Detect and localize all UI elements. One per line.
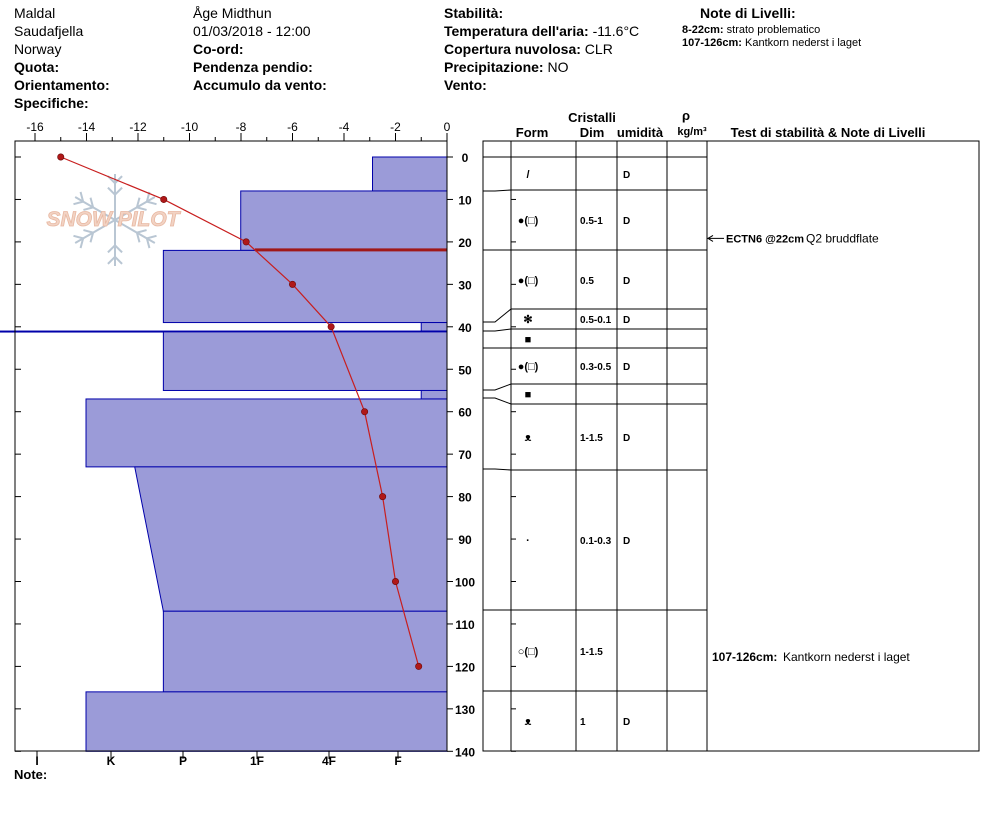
temperature-point [361, 409, 367, 415]
rho-unit-header: kg/m³ [677, 126, 707, 138]
flake-branch [147, 236, 157, 239]
temp-value: -11.6°C [592, 23, 640, 39]
flake-branch [115, 257, 122, 264]
layer-form: ●(□) [517, 275, 539, 287]
depth-tick-label: 10 [458, 193, 472, 208]
depth-tick-label: 30 [458, 278, 472, 293]
flake-branch [115, 245, 122, 252]
depth-tick-label: 20 [458, 235, 472, 250]
observer-name: Åge Midthun [193, 5, 272, 21]
hardness-tick-label: 4F [321, 754, 337, 768]
depth-connector [483, 469, 511, 470]
layer-dim: 0.5-1 [580, 216, 603, 227]
snowpilot-logo [47, 174, 182, 266]
copertura-label: Copertura nuvolosa: [444, 41, 581, 57]
temp-tick-label: -2 [390, 120, 401, 134]
copertura-value: CLR [584, 41, 613, 57]
hardness-bar [163, 250, 447, 322]
depth-connector [483, 329, 511, 331]
hardness-bar [86, 692, 447, 751]
temp-tick-label: -12 [129, 120, 147, 134]
depth-tick-label: 130 [454, 702, 476, 717]
layer-form: ●(□) [517, 215, 539, 227]
note1-range: 8-22cm: [682, 24, 724, 36]
temp-tick-label: -6 [287, 120, 298, 134]
precip-value: NO [547, 59, 569, 75]
temp-tick-label: -10 [180, 120, 199, 134]
form-header: Form [515, 125, 549, 140]
depth-tick-label: 0 [461, 151, 469, 165]
hardness-axis [35, 751, 401, 768]
hardness-bar [421, 323, 447, 331]
layer-moisture: D [623, 315, 631, 326]
layer-moisture: D [623, 170, 631, 181]
flake-branch [147, 202, 157, 205]
hardness-bar [421, 390, 447, 398]
hardness-tick-label: K [106, 754, 116, 768]
layer-moisture: D [623, 362, 631, 373]
layer-moisture: D [623, 216, 631, 227]
hardness-bar [86, 399, 447, 467]
layer-dim: 0.3-0.5 [580, 362, 612, 373]
temperature-point [243, 239, 249, 245]
logo-text: SNOW PILOT [46, 208, 180, 231]
hardness-bar [373, 157, 447, 191]
test-notes-header: Test di stabilità & Note di Livelli [730, 125, 926, 140]
layer-form: ✻ [523, 314, 533, 326]
note-livelli-label: Note di Livelli: [700, 5, 796, 21]
hardness-bar [163, 332, 447, 391]
depth-tick-label: 70 [458, 448, 472, 463]
depth-tick-label: 80 [458, 490, 472, 505]
flake-branch [108, 257, 115, 264]
note2-range: 107-126cm: [682, 37, 742, 49]
coord-label: Co-ord: [193, 41, 244, 57]
depth-tick-label: 110 [455, 617, 475, 632]
note2-text: Kantkorn nederst i laget [745, 37, 862, 49]
layer-dim: 1-1.5 [580, 433, 603, 444]
note1-text: strato problematico [726, 24, 821, 36]
flake-branch [108, 245, 115, 252]
temperature-point [392, 578, 398, 584]
temperature-point [161, 196, 167, 202]
country-name: Norway [14, 41, 62, 57]
layer-moisture: D [623, 276, 631, 287]
hardness-tick-label: P [178, 754, 188, 768]
depth-tick-label: 90 [458, 533, 472, 548]
hardness-profile [0, 157, 447, 751]
temperature-point [379, 493, 385, 499]
temperature-point [415, 663, 421, 669]
hardness-bar [241, 191, 447, 250]
flake-branch [73, 236, 83, 239]
test-note: Q2 bruddflate [806, 231, 879, 246]
depth-tick-label: 120 [454, 660, 476, 675]
temperature-axis [26, 120, 450, 141]
layer-table [483, 141, 979, 751]
hardness-bar [135, 467, 447, 611]
temp-tick-label: -8 [235, 120, 247, 134]
depth-tick-label: 140 [454, 745, 476, 760]
hardness-tick-label: I [35, 754, 39, 768]
temperature-point [328, 324, 334, 330]
observation-datetime: 01/03/2018 - 12:00 [193, 23, 311, 39]
layer-dim: 0.1-0.3 [580, 536, 612, 547]
precip-label: Precipitazione: [444, 59, 544, 75]
flake-branch [115, 188, 122, 195]
layer-dim: 1-1.5 [580, 647, 603, 658]
hardness-bar [163, 611, 447, 692]
depth-tick-label: 40 [458, 320, 472, 335]
depth-connector [483, 384, 511, 390]
accumulo-label: Accumulo da vento: [193, 77, 327, 93]
depth-connector [483, 398, 511, 404]
layer-moisture: D [623, 433, 631, 444]
layer-form: ○(□) [517, 646, 539, 658]
quota-label: Quota: [14, 59, 60, 75]
depth-tick-label: 100 [454, 575, 476, 590]
umidita-header: umidità [616, 125, 664, 140]
critical-layer-line [255, 248, 447, 251]
vento-label: Vento: [444, 77, 487, 93]
layer-form: / [526, 169, 530, 181]
layer-form: ■ [524, 334, 532, 346]
layer-dim: 0.5 [580, 276, 594, 287]
layer-dim: 0.5-0.1 [580, 315, 612, 326]
area-name: Saudafjella [14, 23, 84, 39]
location-name: Maldal [14, 5, 56, 21]
flake-branch [108, 188, 115, 195]
layer-form: · [526, 535, 530, 547]
layer-form: ●(□) [517, 361, 539, 373]
hardness-tick-label: F [394, 754, 402, 768]
layer-form: ■ [524, 389, 532, 401]
layer-note-text: Kantkorn nederst i laget [783, 650, 910, 664]
temperature-point [289, 281, 295, 287]
test-code: ECTN6 @22cm [726, 233, 804, 246]
note-label: Note: [14, 767, 48, 782]
rho-header: ρ [681, 108, 691, 123]
temp-tick-label: -14 [77, 120, 96, 134]
layer-dim: 1 [580, 717, 586, 728]
temp-tick-label: 0 [443, 120, 451, 134]
depth-connector [483, 309, 511, 322]
depth-tick-label: 50 [458, 363, 472, 378]
depth-connector [483, 190, 511, 191]
temp-tick-label: -16 [26, 120, 44, 134]
depth-tick-label: 60 [458, 405, 472, 420]
orientamento-label: Orientamento: [14, 77, 110, 93]
flake-branch [73, 202, 83, 205]
layer-moisture: D [623, 536, 631, 547]
layer-form: ᴥ [524, 716, 532, 728]
temp-tick-label: -4 [338, 120, 350, 134]
layer-form: ᴥ [524, 432, 532, 444]
pendenza-label: Pendenza pendio: [193, 59, 313, 75]
temp-label: Temperatura dell'aria: [444, 23, 589, 39]
dim-header: Dim [579, 125, 605, 140]
layer-moisture: D [623, 717, 631, 728]
layer-note-range: 107-126cm: [712, 650, 778, 664]
hardness-tick-label: 1F [249, 754, 265, 768]
temperature-point [58, 154, 64, 160]
stabilita-label: Stabilità: [444, 5, 504, 21]
specifiche-label: Specifiche: [14, 95, 89, 111]
cristalli-header: Cristalli [568, 110, 616, 125]
